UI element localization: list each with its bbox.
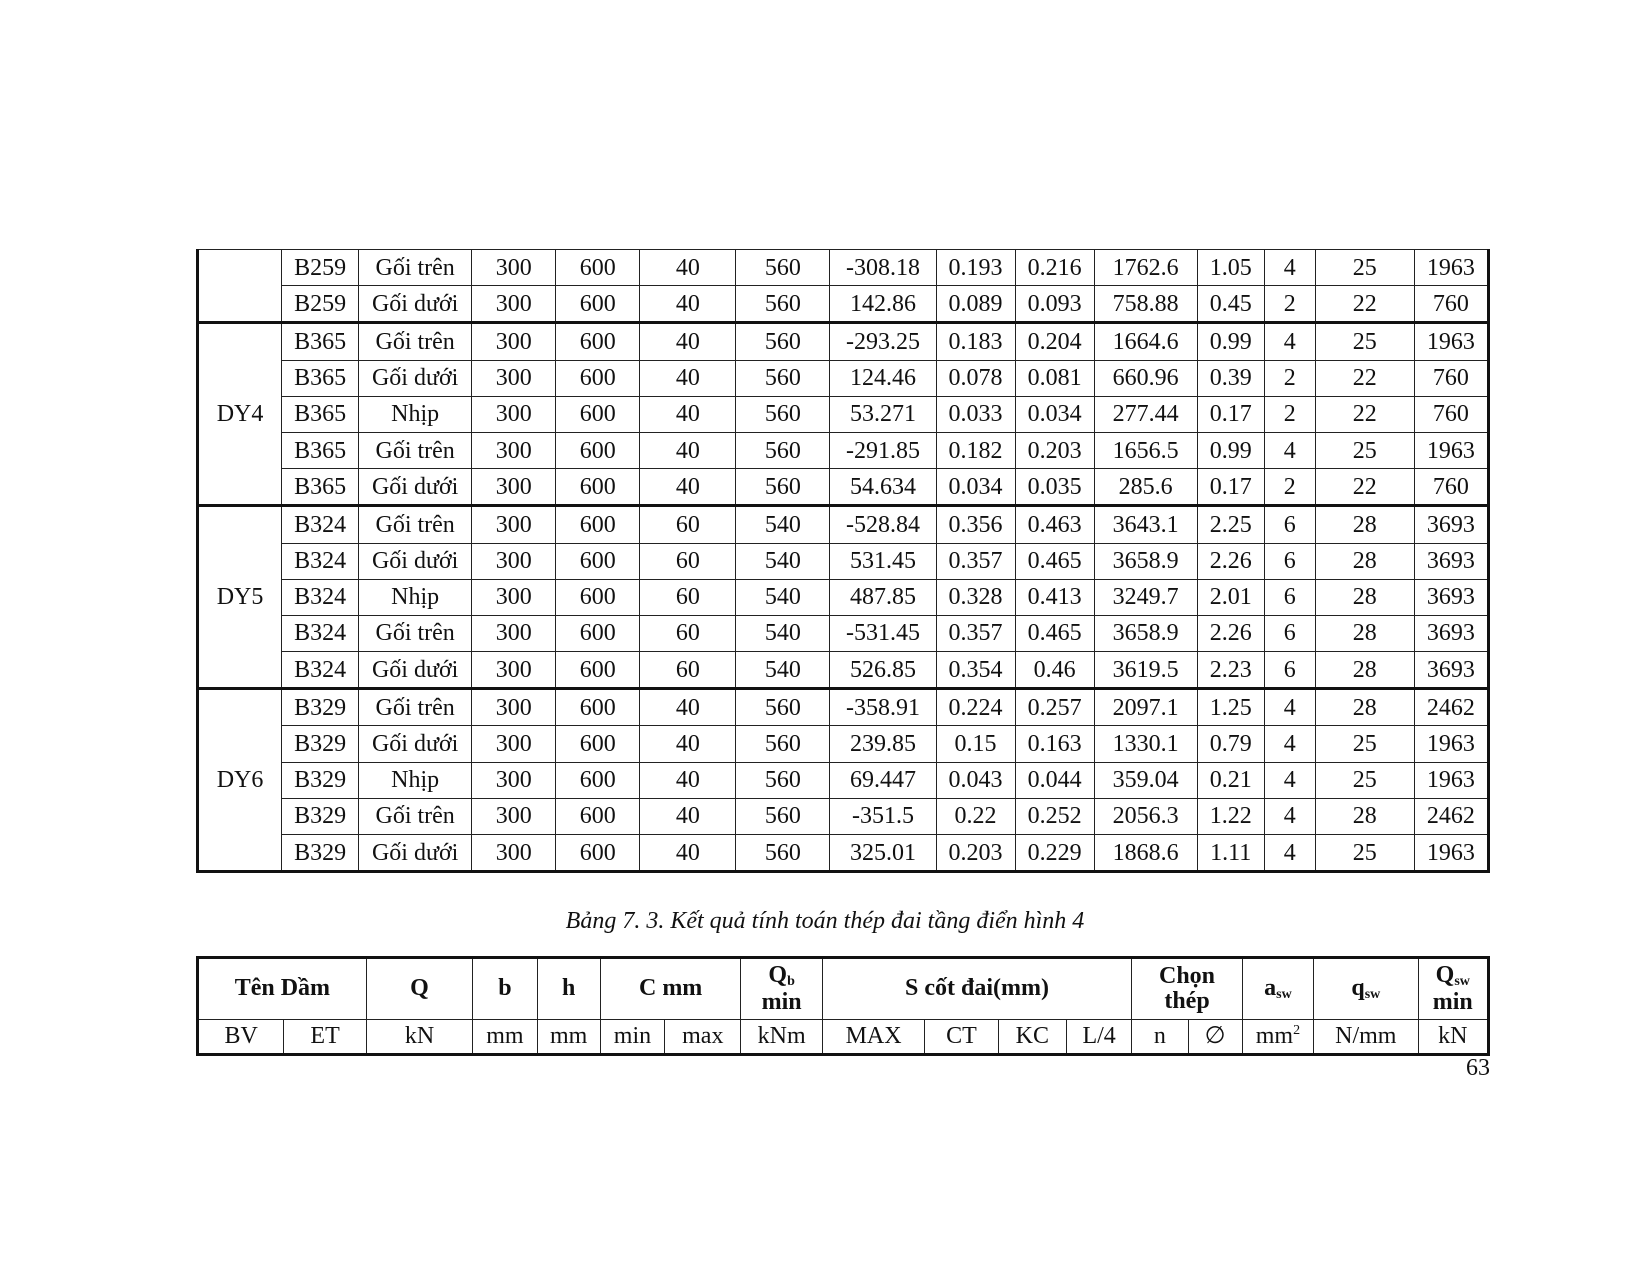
table-cell: 1963 [1414,726,1488,762]
table-cell: 2 [1264,396,1315,432]
table-row [198,762,1489,798]
table-cell: 142.86 [830,286,936,323]
table-cell: -293.25 [830,323,936,360]
table-cell: B365 [282,360,359,396]
table-cell: 1963 [1414,432,1488,468]
table-cell: B329 [282,762,359,798]
table-cell: 0.182 [936,432,1015,468]
table-cell: 300 [472,432,556,468]
table-cell: 53.271 [830,396,936,432]
table-cell: 0.357 [936,615,1015,651]
table-cell: 600 [556,726,640,762]
table-cell: 2.26 [1197,615,1264,651]
table-cell: 3693 [1414,506,1488,543]
table-cell: 600 [556,323,640,360]
header-asw: $a_{sw}$ [1242,958,1313,1020]
table-cell: 40 [640,323,736,360]
table-cell: 487.85 [830,579,936,615]
table-cell: 0.089 [936,286,1015,323]
table-cell: 540 [736,506,830,543]
table-cell: Gối dưới [359,360,472,396]
unit-kn-2: kN [1418,1020,1488,1055]
table-cell: 28 [1315,543,1414,579]
table-cell: 0.193 [936,250,1015,286]
table-cell: -351.5 [830,798,936,834]
table-cell: B259 [282,250,359,286]
table-cell: 40 [640,798,736,834]
table-cell: 0.413 [1015,579,1094,615]
table-cell: 2.25 [1197,506,1264,543]
table-cell: 60 [640,579,736,615]
unit-et: ET [284,1020,366,1055]
table-cell: B365 [282,323,359,360]
group-label: DY5 [198,506,282,689]
header-c-mm: C mm [600,958,741,1020]
header-q: Q [366,958,472,1020]
table-cell: B324 [282,615,359,651]
table-cell: 0.035 [1015,469,1094,506]
table-cell: 40 [640,286,736,323]
table-cell: 4 [1264,726,1315,762]
table-cell: 600 [556,615,640,651]
table-cell: 277.44 [1094,396,1197,432]
table-cell: 3693 [1414,652,1488,689]
table-cell: 0.163 [1015,726,1094,762]
table-cell: 560 [736,432,830,468]
table-cell: 560 [736,323,830,360]
table-cell: 300 [472,506,556,543]
table-cell: 600 [556,250,640,286]
table-cell: 0.99 [1197,432,1264,468]
table-cell: 0.46 [1015,652,1094,689]
table-cell: 0.044 [1015,762,1094,798]
table-cell: 0.354 [936,652,1015,689]
table-cell: Gối trên [359,323,472,360]
table-row [198,726,1489,762]
table-cell: -291.85 [830,432,936,468]
table-cell: 2.23 [1197,652,1264,689]
table-cell: 325.01 [830,835,936,872]
table-cell: 600 [556,762,640,798]
table-cell: B324 [282,579,359,615]
table-cell: 2.26 [1197,543,1264,579]
table-cell: 0.216 [1015,250,1094,286]
table-cell: 6 [1264,615,1315,651]
table-cell: Nhịp [359,579,472,615]
table-cell: 2097.1 [1094,689,1197,726]
table-cell: 540 [736,652,830,689]
table-cell: 560 [736,762,830,798]
table-cell: 600 [556,469,640,506]
table-row [198,396,1489,432]
table-cell: 3658.9 [1094,615,1197,651]
table-cell: 2 [1264,469,1315,506]
table-row [198,506,1489,543]
table-cell: 760 [1414,360,1488,396]
table-cell: 660.96 [1094,360,1197,396]
unit-nmm: N/mm [1314,1020,1418,1055]
unit-max: max [665,1020,741,1055]
table-cell: 25 [1315,323,1414,360]
table-row [198,652,1489,689]
table-cell: 124.46 [830,360,936,396]
table-cell: 285.6 [1094,469,1197,506]
table-cell: 4 [1264,835,1315,872]
table-cell: 0.45 [1197,286,1264,323]
header-Qsw-min: $Q_{sw}$ min [1418,958,1488,1020]
table-cell: 6 [1264,506,1315,543]
unit-phi: ∅ [1188,1020,1242,1055]
stirrup-header-table [196,956,1490,1056]
table-cell: Gối trên [359,689,472,726]
table-cell: 0.356 [936,506,1015,543]
table-cell: 22 [1315,286,1414,323]
table-cell: 600 [556,543,640,579]
table-cell: 760 [1414,286,1488,323]
table-cell: 600 [556,360,640,396]
table-cell: 28 [1315,689,1414,726]
table-cell: 25 [1315,762,1414,798]
table-cell: Gối trên [359,798,472,834]
table-cell: 0.203 [1015,432,1094,468]
table-cell: 600 [556,432,640,468]
table-cell: 22 [1315,360,1414,396]
table-cell: 0.252 [1015,798,1094,834]
table-cell: 40 [640,689,736,726]
table-cell: 0.033 [936,396,1015,432]
table-cell: 0.081 [1015,360,1094,396]
table-cell: 0.17 [1197,469,1264,506]
table-cell: 28 [1315,579,1414,615]
table-cell: 1.11 [1197,835,1264,872]
table-cell: 540 [736,579,830,615]
table-cell: 758.88 [1094,286,1197,323]
table-cell: Gối dưới [359,835,472,872]
table-cell: 3643.1 [1094,506,1197,543]
table-cell: 1.25 [1197,689,1264,726]
table-cell: 0.183 [936,323,1015,360]
table-row [198,615,1489,651]
table-cell: 300 [472,396,556,432]
table-cell: 6 [1264,543,1315,579]
table-cell: Nhịp [359,396,472,432]
table-cell: Nhịp [359,762,472,798]
table-cell: -308.18 [830,250,936,286]
header-qb-min: $Q_b$ min [741,958,822,1020]
table-cell: 300 [472,579,556,615]
table-cell: 1762.6 [1094,250,1197,286]
table-cell: Gối dưới [359,726,472,762]
unit-kc: KC [998,1020,1066,1055]
unit-mm-h: mm [537,1020,600,1055]
table-cell: B329 [282,726,359,762]
table-cell: 1963 [1414,835,1488,872]
table-row [198,543,1489,579]
table-cell: 1963 [1414,323,1488,360]
table-cell: 6 [1264,579,1315,615]
table-cell: 300 [472,286,556,323]
table-cell: 600 [556,689,640,726]
table-cell: 40 [640,360,736,396]
table-cell: 560 [736,360,830,396]
table-cell: 3249.7 [1094,579,1197,615]
table-cell: 0.39 [1197,360,1264,396]
table-cell: Gối trên [359,615,472,651]
table-cell: Gối dưới [359,469,472,506]
table-caption: Bảng 7. 3. Kết quả tính toán thép đai tầng điển hình 4 [565,908,1085,934]
table-cell: 300 [472,360,556,396]
table-cell: 359.04 [1094,762,1197,798]
table-row [198,360,1489,396]
table-cell: 2462 [1414,798,1488,834]
table-cell: B329 [282,798,359,834]
table-cell: 0.034 [1015,396,1094,432]
table-cell: 300 [472,652,556,689]
table-cell: 560 [736,835,830,872]
table-cell: Gối dưới [359,543,472,579]
table-cell: 69.447 [830,762,936,798]
table-cell: 3658.9 [1094,543,1197,579]
table-cell: 560 [736,250,830,286]
unit-mm-b: mm [473,1020,537,1055]
table-cell: 2 [1264,360,1315,396]
table-cell: 4 [1264,689,1315,726]
table-cell: Gối trên [359,432,472,468]
unit-knm: kNm [741,1020,822,1055]
table-cell: 0.328 [936,579,1015,615]
header-qsw: $q_{sw}$ [1314,958,1418,1020]
table-cell: 526.85 [830,652,936,689]
table-cell: 2.01 [1197,579,1264,615]
table-cell: 40 [640,396,736,432]
table-cell: B324 [282,652,359,689]
table-cell: 760 [1414,469,1488,506]
table-row [198,250,1489,286]
table-cell: 28 [1315,798,1414,834]
table-cell: 0.034 [936,469,1015,506]
table-cell: 600 [556,286,640,323]
table-cell: 2462 [1414,689,1488,726]
table-cell: 1330.1 [1094,726,1197,762]
page-number: 63 [1466,1055,1490,1081]
table-cell: 2056.3 [1094,798,1197,834]
table-cell: 300 [472,469,556,506]
table-cell: 600 [556,652,640,689]
table-cell: 22 [1315,469,1414,506]
table-cell: Gối dưới [359,286,472,323]
table-row [198,469,1489,506]
table-cell: 25 [1315,432,1414,468]
table-cell: 0.465 [1015,615,1094,651]
table-cell: 239.85 [830,726,936,762]
table-cell: 1963 [1414,762,1488,798]
table-cell: 600 [556,396,640,432]
table-cell: B324 [282,506,359,543]
table-cell: 40 [640,726,736,762]
table-cell: Gối trên [359,506,472,543]
group-label: DY6 [198,689,282,872]
table-cell: 3619.5 [1094,652,1197,689]
header-s-cot-dai: S cốt đai(mm) [822,958,1131,1020]
table-cell: 40 [640,469,736,506]
header-ten-dam: Tên Dầm [198,958,367,1020]
table-cell: 600 [556,835,640,872]
table-cell: 4 [1264,323,1315,360]
table-cell: -358.91 [830,689,936,726]
table-cell: 0.078 [936,360,1015,396]
table-cell: 4 [1264,798,1315,834]
table-cell: 300 [472,543,556,579]
table-cell: 3693 [1414,615,1488,651]
table-cell: 1868.6 [1094,835,1197,872]
unit-mm2: $mm^2$ [1242,1020,1313,1055]
table-cell: 300 [472,726,556,762]
table-cell: 0.99 [1197,323,1264,360]
table-cell: 0.17 [1197,396,1264,432]
table-row [198,432,1489,468]
table-cell: 0.043 [936,762,1015,798]
table-cell: 60 [640,543,736,579]
table-cell: 560 [736,396,830,432]
table-cell: 25 [1315,250,1414,286]
table-cell: 6 [1264,652,1315,689]
table-cell: 0.224 [936,689,1015,726]
table-cell: 1963 [1414,250,1488,286]
unit-bv: BV [198,1020,284,1055]
table-row [198,323,1489,360]
table-cell: 600 [556,506,640,543]
table-cell: 540 [736,615,830,651]
table-cell: 560 [736,798,830,834]
table-cell: 600 [556,798,640,834]
table-cell: 300 [472,798,556,834]
table-cell: 531.45 [830,543,936,579]
table-cell: 760 [1414,396,1488,432]
table-cell: 40 [640,432,736,468]
header-b: b [473,958,537,1020]
table-cell: -531.45 [830,615,936,651]
table-cell: 3693 [1414,543,1488,579]
table-cell: 560 [736,689,830,726]
table-cell: 40 [640,250,736,286]
table-cell: B324 [282,543,359,579]
group-label [198,250,282,323]
group-label: DY4 [198,323,282,506]
table-row [198,286,1489,323]
unit-min: min [600,1020,664,1055]
table-cell: 60 [640,615,736,651]
table-cell: 300 [472,615,556,651]
table-cell: 540 [736,543,830,579]
beam-results-table [196,249,1490,873]
table-cell: 300 [472,689,556,726]
table-row [198,689,1489,726]
table-cell: 1.22 [1197,798,1264,834]
table-cell: 22 [1315,396,1414,432]
table-cell: B329 [282,835,359,872]
header-h: h [537,958,600,1020]
table-cell: 0.79 [1197,726,1264,762]
table-cell: 40 [640,835,736,872]
table-cell: 0.229 [1015,835,1094,872]
table-cell: B365 [282,469,359,506]
table-cell: B259 [282,286,359,323]
table-cell: 25 [1315,726,1414,762]
table-cell: 300 [472,323,556,360]
table-cell: 0.257 [1015,689,1094,726]
table-cell: 560 [736,726,830,762]
table-cell: 1664.6 [1094,323,1197,360]
table-cell: 4 [1264,762,1315,798]
table-cell: 28 [1315,506,1414,543]
table-cell: 300 [472,250,556,286]
header-chon-thep: Chọn thép [1132,958,1243,1020]
table-cell: 0.093 [1015,286,1094,323]
table-cell: 60 [640,652,736,689]
table-cell: 300 [472,762,556,798]
table-row [198,835,1489,872]
table-cell: B365 [282,396,359,432]
table-cell: 0.204 [1015,323,1094,360]
table-cell: B329 [282,689,359,726]
table-cell: 0.203 [936,835,1015,872]
table-cell: 1.05 [1197,250,1264,286]
table-cell: 3693 [1414,579,1488,615]
table-cell: 4 [1264,432,1315,468]
table-cell: Gối dưới [359,652,472,689]
table-cell: 40 [640,762,736,798]
table-cell: 0.21 [1197,762,1264,798]
table-cell: 0.15 [936,726,1015,762]
table-cell: 25 [1315,835,1414,872]
table-cell: 54.634 [830,469,936,506]
table-cell: -528.84 [830,506,936,543]
table-cell: 300 [472,835,556,872]
table-cell: 60 [640,506,736,543]
table-cell: 560 [736,469,830,506]
unit-kn: kN [366,1020,472,1055]
table-cell: 1656.5 [1094,432,1197,468]
table-cell: 2 [1264,286,1315,323]
table-cell: 600 [556,579,640,615]
table-cell: 4 [1264,250,1315,286]
unit-s-max: MAX [822,1020,924,1055]
table-row [198,579,1489,615]
table-cell: Gối trên [359,250,472,286]
table-cell: 0.465 [1015,543,1094,579]
table-cell: 560 [736,286,830,323]
table-cell: 0.22 [936,798,1015,834]
unit-n: n [1132,1020,1188,1055]
table-cell: 28 [1315,652,1414,689]
table-cell: 0.357 [936,543,1015,579]
table-cell: B365 [282,432,359,468]
table-cell: 28 [1315,615,1414,651]
unit-ct: CT [925,1020,998,1055]
unit-l4: L/4 [1066,1020,1131,1055]
table-row [198,798,1489,834]
table-cell: 0.463 [1015,506,1094,543]
